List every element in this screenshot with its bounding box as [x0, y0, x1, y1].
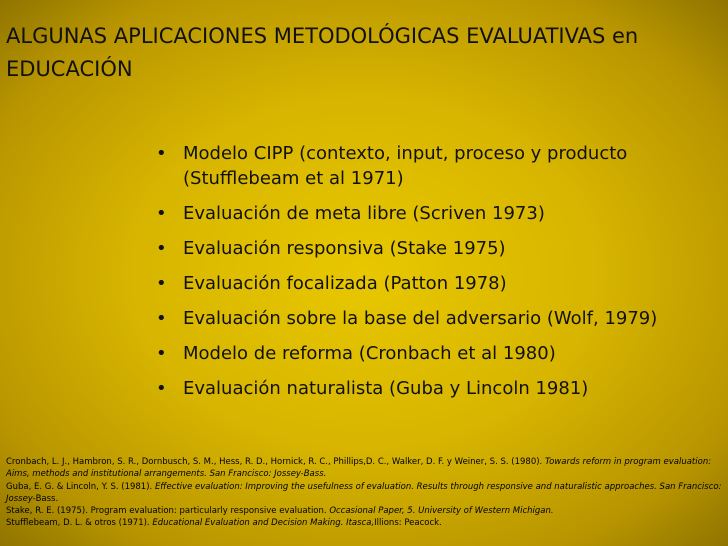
reference-guba-title: Effective evaluation: Improving the usefulness of evaluation. Results through responsive and naturalistic approaches. San Francisco: Jossey- — [6, 481, 722, 504]
slide-title-main: ALGUNAS APLICACIONES METODOLÓGICAS EVALUATIVAS — [6, 24, 606, 48]
methodology-item-cipp: • Modelo CIPP (contexto, input, proceso y producto (Stufflebeam et al 1971) — [150, 141, 698, 191]
reference-cronbach-authors: Cronbach, L. J., Hambron, S. R., Dornbusch, S. M., Hess, R. D., Hornick, R. C., Phillips,D. C., Walker, D. F. y Weiner, S. S. (1980). — [6, 457, 543, 467]
reference-stake — [6, 505, 722, 517]
methodology-item-naturalistic: • Evaluación naturalista (Guba y Lincoln 1981) — [150, 376, 698, 401]
reference-stufflebeam-publisher: Illions: Peacock. — [374, 518, 442, 529]
reference-guba-publisher: Bass. — [35, 493, 59, 504]
methodology-item-goal-free: • Evaluación de meta libre (Scriven 1973) — [150, 201, 698, 226]
reference-stufflebeam-title: Educational Evaluation and Decision Making. Itasca, — [152, 518, 375, 529]
methodology-item-responsive: • Evaluación responsiva (Stake 1975) — [150, 236, 698, 261]
methodology-item-reform: • Modelo de reforma (Cronbach et al 1980) — [150, 341, 698, 366]
reference-guba-authors: Guba, E. G. & Lincoln, Y. S. (1981). — [6, 481, 153, 492]
reference-stufflebeam-authors: Stufflebeam, D. L. & otros (1971). — [6, 518, 150, 529]
reference-cronbach — [6, 456, 722, 481]
reference-stake-authors: Stake, R. E. (1975). Program evaluation: particularly responsive evaluation. — [6, 506, 327, 517]
methodology-item-focused: • Evaluación focalizada (Patton 1978) — [150, 271, 698, 296]
methodology-item-adversary: • Evaluación sobre la base del adversario (Wolf, 1979) — [150, 306, 698, 331]
reference-guba — [6, 481, 722, 506]
reference-stufflebeam — [6, 517, 722, 529]
slide-title — [6, 20, 718, 86]
reference-stake-source: Occasional Paper, 5. University of Western Michigan. — [329, 506, 554, 517]
reference-cronbach-title: Towards reform in program evaluation: Aims, methods and institutional arrangements. San Francisco: Jossey-Bass. — [6, 457, 712, 480]
slide-title-suffix: en EDUCACIÓN — [6, 24, 639, 81]
references — [6, 456, 722, 530]
methodology-list — [150, 141, 698, 411]
